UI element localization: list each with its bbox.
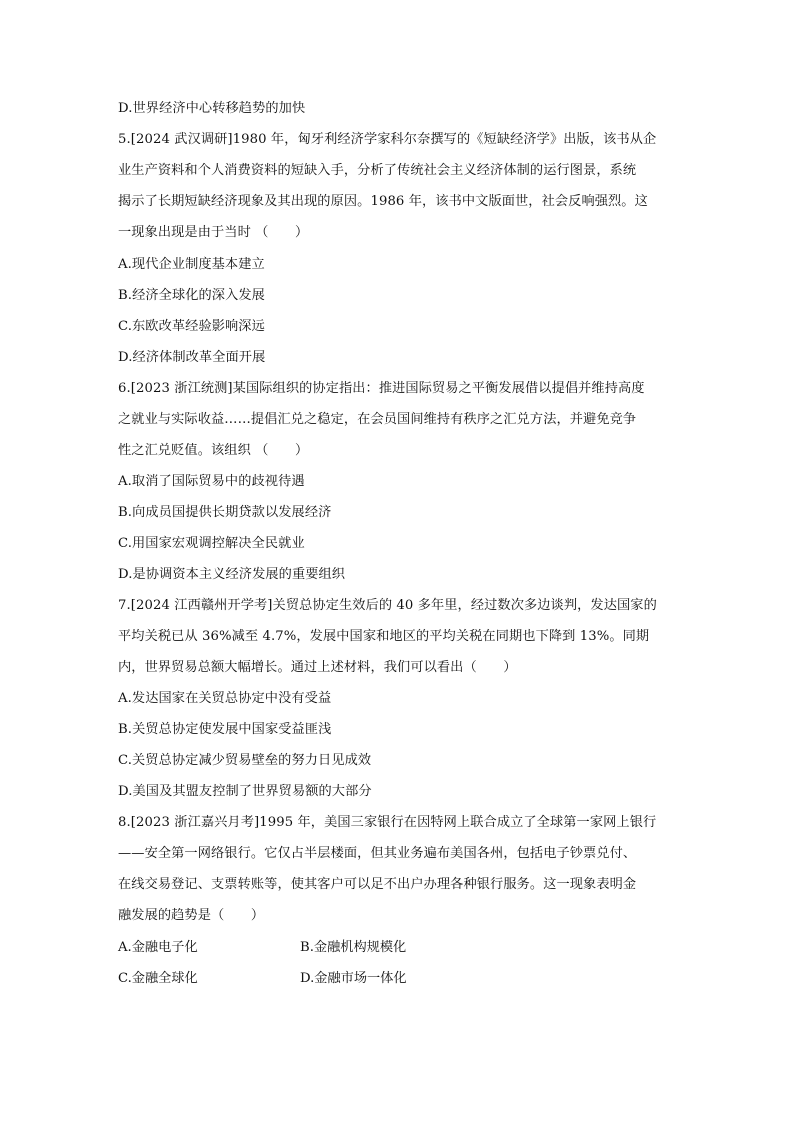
q6-stem-line-2: 之就业与实际收益……提倡汇兑之稳定，在会员国间维持有秩序之汇兑方法，并避免竞争 bbox=[118, 412, 637, 427]
q7-option-a: A.发达国家在关贸总协定中没有受益 bbox=[118, 691, 332, 706]
q7-option-b: B.关贸总协定使发展中国家受益匪浅 bbox=[118, 722, 332, 737]
q8-stem-line-4: 融发展的趋势是（ ） bbox=[118, 908, 265, 923]
q5-option-b: B.经济全球化的深入发展 bbox=[118, 288, 265, 303]
q8-option-b: B.金融机构规模化 bbox=[300, 940, 407, 955]
q7-stem-line-3: 内，世界贸易总额大幅增长。通过上述材料，我们可以看出（ ） bbox=[118, 660, 517, 675]
q5-option-d: D.经济体制改革全面开展 bbox=[118, 350, 266, 365]
q6-option-b: B.向成员国提供长期贷款以发展经济 bbox=[118, 505, 332, 520]
q5-stem-line-2: 业生产资料和个人消费资料的短缺入手，分析了传统社会主义经济体制的运行图景，系统 bbox=[118, 163, 637, 178]
q8-stem-line-3: 在线交易登记、支票转账等，使其客户可以足不出户办理各种银行服务。这一现象表明金 bbox=[118, 877, 637, 892]
q5-stem-line-1: 5.[2024 武汉调研]1980 年，匈牙利经济学家科尔奈撰写的《短缺经济学》出版，该书从企 bbox=[118, 132, 657, 147]
q7-stem-line-1: 7.[2024 江西赣州开学考]关贸总协定生效后的 40 多年里，经过数次多边谈判，发达国家的 bbox=[118, 598, 657, 613]
q7-stem-line-2: 平均关税已从 36%减至 4.7%，发展中国家和地区的平均关税在同期也下降到 13%。同期 bbox=[118, 629, 650, 644]
q8-stem-line-1: 8.[2023 浙江嘉兴月考]1995 年，美国三家银行在因特网上联合成立了全球第一家网上银行 bbox=[118, 815, 657, 830]
q8-option-d: D.金融市场一体化 bbox=[300, 971, 407, 986]
q7-option-d: D.美国及其盟友控制了世界贸易额的大部分 bbox=[118, 784, 372, 799]
q7-option-c: C.关贸总协定减少贸易壁垒的努力日见成效 bbox=[118, 753, 372, 768]
q5-stem-line-4: 一现象出现是由于当时 （ ） bbox=[118, 225, 309, 240]
q8-stem-line-2: ——安全第一网络银行。它仅占半层楼面，但其业务遍布美国各州，包括电子钞票兑付、 bbox=[118, 846, 637, 861]
q5-option-a: A.现代企业制度基本建立 bbox=[118, 257, 265, 272]
q6-option-d: D.是协调资本主义经济发展的重要组织 bbox=[118, 567, 346, 582]
q5-stem-line-3: 揭示了长期短缺经济现象及其出现的原因。1986 年，该书中文版面世，社会反响强烈。这 bbox=[118, 194, 648, 209]
q6-option-a: A.取消了国际贸易中的歧视待遇 bbox=[118, 474, 305, 489]
q8-option-row-2 bbox=[118, 970, 678, 988]
q6-stem-line-1: 6.[2023 浙江统测]某国际组织的协定指出：推进国际贸易之平衡发展借以提倡并维持高度 bbox=[118, 381, 645, 396]
q8-option-c: C.金融全球化 bbox=[118, 971, 198, 986]
q6-stem-line-3: 性之汇兑贬值。该组织 （ ） bbox=[118, 443, 309, 458]
q8-option-row-1 bbox=[118, 939, 678, 957]
q4-option-d: D.世界经济中心转移趋势的加快 bbox=[118, 101, 306, 116]
q8-option-a: A.金融电子化 bbox=[118, 940, 198, 955]
q5-option-c: C.东欧改革经验影响深远 bbox=[118, 319, 265, 334]
q6-option-c: C.用国家宏观调控解决全民就业 bbox=[118, 536, 305, 551]
